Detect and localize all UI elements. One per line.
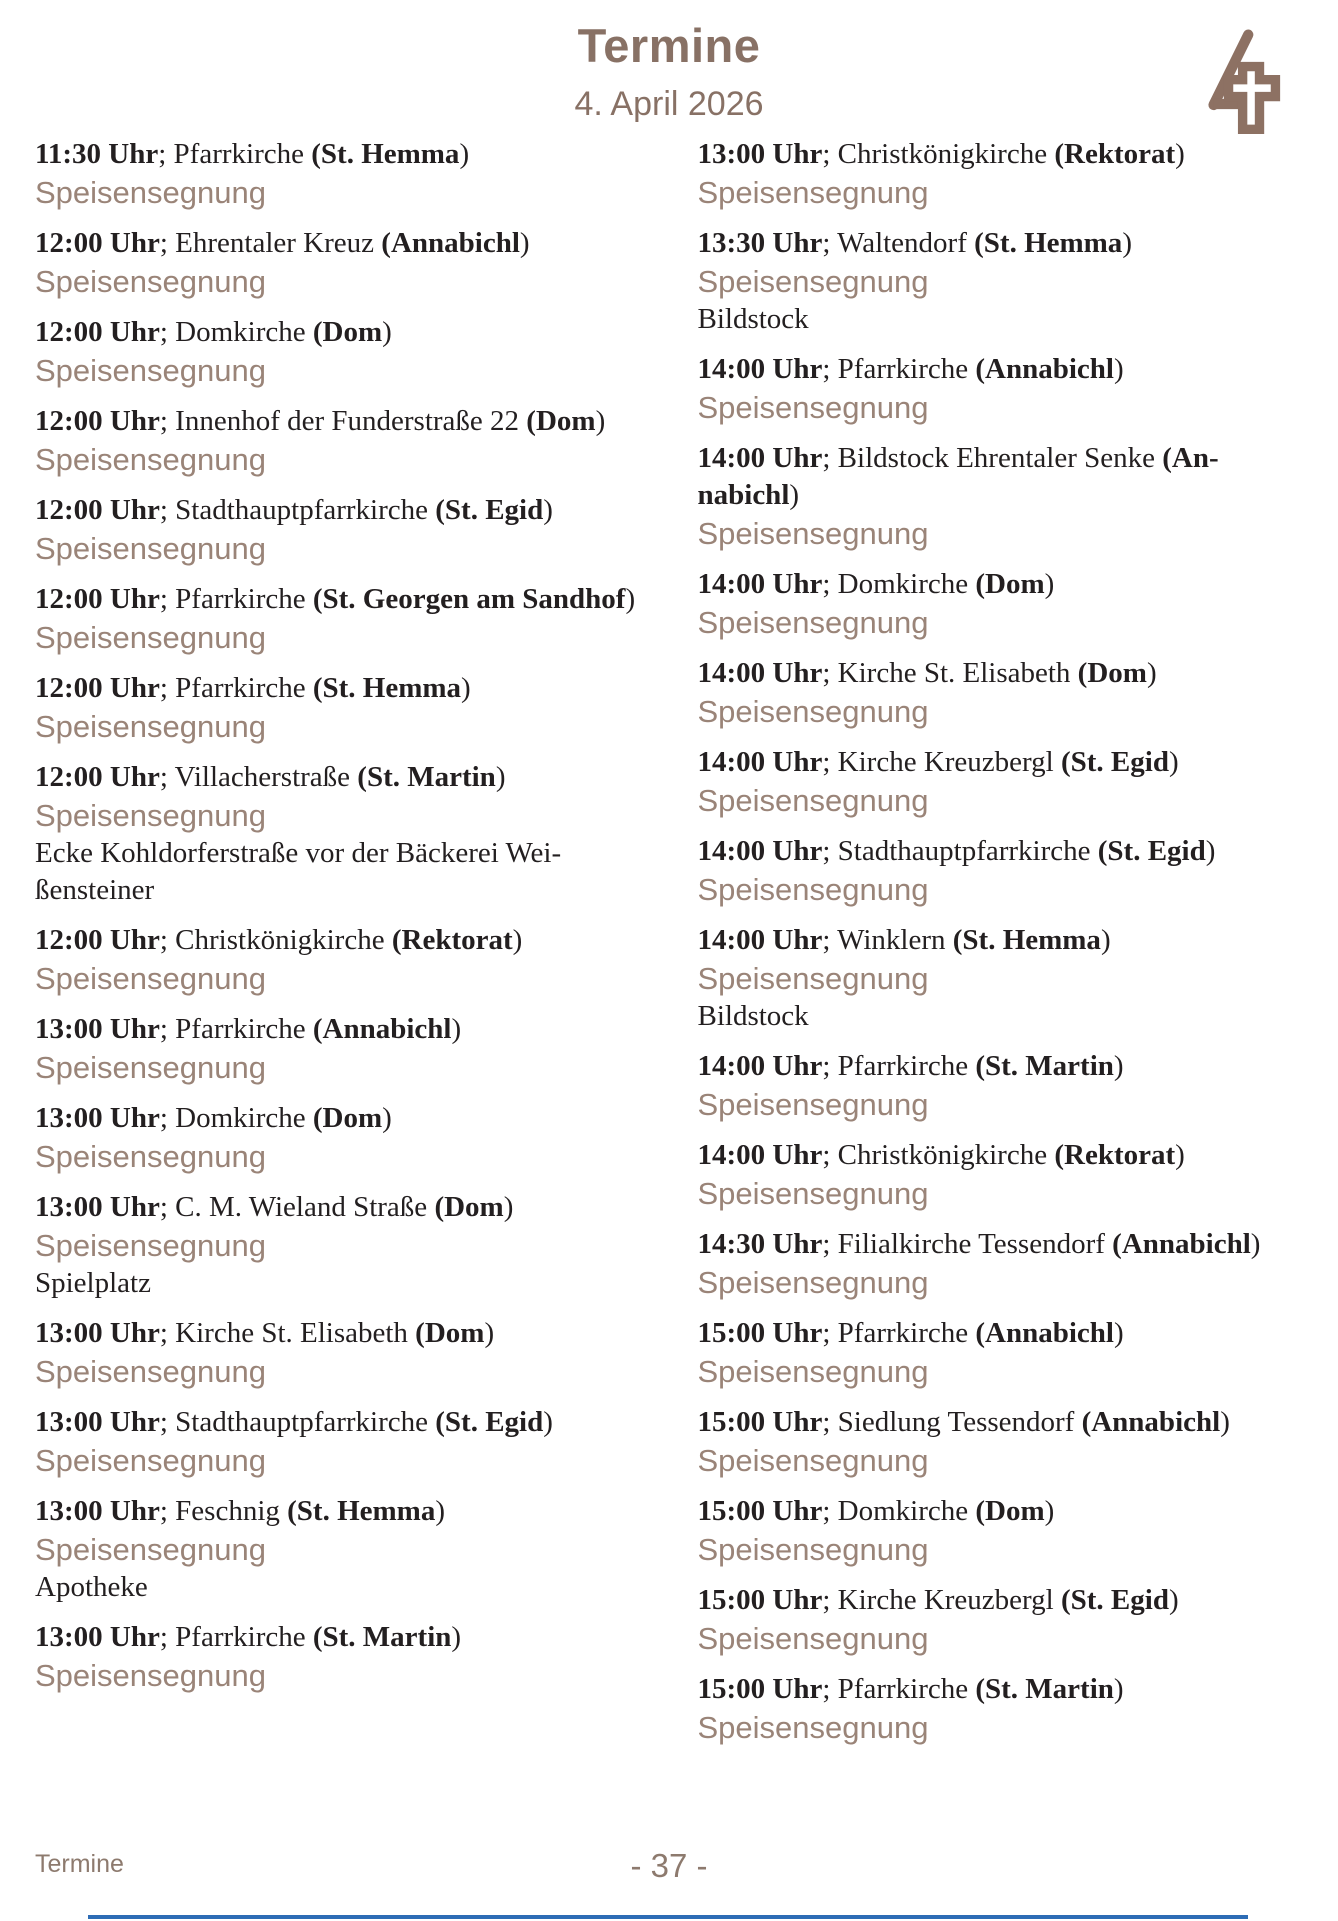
event-activity: Speisensegnung — [35, 961, 266, 996]
event-parish: (Dom — [526, 405, 596, 437]
event-time: 12:00 Uhr — [35, 405, 160, 437]
event-columns — [0, 136, 1338, 1760]
event-activity: Speisensegnung — [697, 1265, 929, 1300]
event-entry — [35, 670, 641, 746]
event-time: 13:30 Uhr — [697, 227, 823, 259]
event-note: Apotheke — [35, 1571, 148, 1603]
event-parish: (St. Egid — [435, 1406, 544, 1438]
bottom-accent-line — [88, 1915, 1248, 1919]
event-activity: Speisensegnung — [697, 1710, 929, 1745]
event-headline: 13:00 Uhr; Pfarrkirche (St. Martin) — [35, 1621, 462, 1653]
event-entry — [35, 1100, 641, 1176]
event-entry — [35, 1619, 641, 1695]
event-headline: 14:00 Uhr; Stadthauptpfarrkirche (St. Egid) — [697, 835, 1216, 867]
event-activity: Speisensegnung — [35, 353, 266, 388]
event-entry — [35, 314, 641, 390]
event-activity: Speisensegnung — [35, 264, 266, 299]
event-entry — [698, 744, 1304, 820]
event-parish: (Rektorat — [1054, 138, 1176, 170]
event-parish: (St. Egid — [1060, 1584, 1169, 1616]
event-headline: 14:00 Uhr; Pfarrkirche (St. Martin) — [697, 1050, 1124, 1082]
event-time: 15:00 Uhr — [697, 1495, 823, 1527]
event-parish: (Dom — [415, 1317, 485, 1349]
event-activity: Speisensegnung — [697, 1176, 929, 1211]
event-entry — [35, 581, 641, 657]
event-headline: 14:00 Uhr; Pfarrkirche (Annabichl) — [697, 353, 1124, 385]
event-headline: 15:00 Uhr; Kirche Kreuzbergl (St. Egid) — [697, 1584, 1179, 1616]
event-activity: Speisensegnung — [697, 1087, 929, 1122]
page-number: - 37 - — [630, 1847, 708, 1884]
event-entry — [35, 922, 641, 998]
event-activity: Speisensegnung — [697, 1354, 929, 1389]
event-headline: 13:00 Uhr; Kirche St. Elisabeth (Dom) — [35, 1317, 495, 1349]
event-activity: Speisensegnung — [35, 1532, 266, 1567]
event-time: 13:00 Uhr — [35, 1495, 160, 1527]
event-headline: 12:00 Uhr; Domkirche (Dom) — [35, 316, 392, 348]
event-parish: (St. Egid — [1060, 746, 1169, 778]
event-entry — [698, 1226, 1304, 1302]
event-headline: 14:00 Uhr; Kirche St. Elisabeth (Dom) — [697, 657, 1157, 689]
event-parish: (Dom — [975, 1495, 1045, 1527]
event-parish: (Annabichl — [312, 1013, 452, 1045]
event-entry — [698, 1048, 1304, 1124]
event-activity: Speisensegnung — [35, 442, 266, 477]
event-activity: Speisensegnung — [697, 605, 929, 640]
event-time: 14:00 Uhr — [697, 1050, 823, 1082]
event-note: Bildstock — [697, 303, 809, 335]
event-parish: (Annabichl — [1081, 1406, 1221, 1438]
event-headline: 12:00 Uhr; Christkönigkirche (Rektorat) — [35, 924, 523, 956]
event-activity: Speisensegnung — [35, 709, 266, 744]
event-parish: (St. Martin — [357, 761, 496, 793]
event-headline: 14:30 Uhr; Filialkirche Tessendorf (Annabichl) — [697, 1228, 1261, 1260]
event-activity: Speisensegnung — [35, 1139, 266, 1174]
event-parish: (Dom — [1077, 657, 1147, 689]
event-entry — [35, 1011, 641, 1087]
event-time: 14:00 Uhr — [697, 746, 823, 778]
event-headline: 13:00 Uhr; Domkirche (Dom) — [35, 1102, 392, 1134]
event-note: Ecke Kohldorferstraße vor der Bäckerei Weißensteiner — [35, 837, 562, 906]
event-parish: (Rektorat — [391, 924, 513, 956]
event-headline: 13:30 Uhr; Waltendorf (St. Hemma) — [697, 227, 1132, 259]
event-headline: 11:30 Uhr; Pfarrkirche (St. Hemma) — [35, 138, 470, 170]
event-activity: Speisensegnung — [697, 783, 929, 818]
event-entry — [698, 351, 1304, 427]
event-headline: 14:00 Uhr; Domkirche (Dom) — [697, 568, 1055, 600]
page-date: 4. April 2026 — [574, 85, 764, 123]
event-activity: Speisensegnung — [35, 1228, 266, 1263]
event-parish: (St. Georgen am Sandhof — [312, 583, 626, 615]
event-parish: (Rektorat — [1054, 1139, 1176, 1171]
event-entry — [698, 1582, 1304, 1658]
event-headline: 14:00 Uhr; Kirche Kreuzbergl (St. Egid) — [697, 746, 1179, 778]
event-time: 14:00 Uhr — [697, 1139, 823, 1171]
event-parish: (Dom — [434, 1191, 504, 1223]
event-parish: (Annabichl — [975, 353, 1114, 385]
event-time: 14:30 Uhr — [697, 1228, 823, 1260]
event-headline: 12:00 Uhr; Stadthauptpfarrkirche (St. Egid) — [35, 494, 553, 526]
event-entry — [698, 1404, 1304, 1480]
event-time: 12:00 Uhr — [35, 924, 160, 956]
event-parish: (Annabichl — [697, 442, 1219, 511]
event-activity: Speisensegnung — [697, 694, 929, 729]
event-activity: Speisensegnung — [697, 1621, 929, 1656]
event-parish: (Dom — [312, 316, 383, 348]
event-note: Spielplatz — [35, 1267, 151, 1299]
event-entry — [35, 225, 641, 301]
event-parish: (Dom — [312, 1102, 383, 1134]
event-parish: (St. Hemma — [974, 227, 1123, 259]
event-headline: 13:00 Uhr; Christkönigkirche (Rektorat) — [697, 138, 1185, 170]
event-entry — [698, 1315, 1304, 1391]
event-time: 12:00 Uhr — [35, 227, 160, 259]
event-parish: (St. Martin — [975, 1050, 1114, 1082]
event-headline: 15:00 Uhr; Pfarrkirche (Annabichl) — [697, 1317, 1124, 1349]
event-activity: Speisensegnung — [697, 872, 929, 907]
event-time: 12:00 Uhr — [35, 761, 160, 793]
event-parish: (St. Hemma — [952, 924, 1101, 956]
event-activity: Speisensegnung — [35, 175, 266, 210]
event-headline: 12:00 Uhr; Pfarrkirche (St. Georgen am Sandhof) — [35, 583, 636, 615]
event-activity: Speisensegnung — [697, 1532, 929, 1567]
event-entry — [698, 566, 1304, 642]
event-activity: Speisensegnung — [35, 1443, 266, 1478]
event-activity: Speisensegnung — [35, 1354, 266, 1389]
event-headline: 15:00 Uhr; Domkirche (Dom) — [697, 1495, 1055, 1527]
event-time: 15:00 Uhr — [697, 1317, 823, 1349]
event-parish: (Annabichl — [975, 1317, 1114, 1349]
event-time: 12:00 Uhr — [35, 583, 160, 615]
event-parish: (St. Egid — [435, 494, 544, 526]
event-parish: (St. Martin — [312, 1621, 452, 1653]
event-time: 14:00 Uhr — [697, 924, 823, 956]
event-column-left — [35, 136, 641, 1760]
event-time: 12:00 Uhr — [35, 316, 160, 348]
event-headline: 12:00 Uhr; Villacherstraße (St. Martin) — [35, 761, 506, 793]
event-time: 12:00 Uhr — [35, 494, 160, 526]
event-entry — [698, 1671, 1304, 1747]
event-headline: 15:00 Uhr; Siedlung Tessendorf (Annabichl) — [697, 1406, 1230, 1438]
event-column-right — [698, 136, 1304, 1760]
event-entry — [35, 492, 641, 568]
event-parish: (St. Hemma — [311, 138, 460, 170]
event-time: 15:00 Uhr — [697, 1673, 823, 1705]
event-activity: Speisensegnung — [697, 961, 929, 996]
event-time: 12:00 Uhr — [35, 672, 160, 704]
event-parish: (St. Martin — [975, 1673, 1114, 1705]
event-parish: (Annabichl — [381, 227, 520, 259]
event-headline: 12:00 Uhr; Pfarrkirche (St. Hemma) — [35, 672, 471, 704]
event-time: 13:00 Uhr — [35, 1191, 160, 1223]
event-headline: 15:00 Uhr; Pfarrkirche (St. Martin) — [697, 1673, 1124, 1705]
event-entry — [698, 1493, 1304, 1569]
event-entry — [35, 1189, 641, 1302]
event-entry — [698, 440, 1304, 553]
event-headline: 14:00 Uhr; Winklern (St. Hemma) — [697, 924, 1111, 956]
event-headline: 13:00 Uhr; Feschnig (St. Hemma) — [35, 1495, 445, 1527]
page-header — [0, 0, 1338, 124]
event-time: 15:00 Uhr — [697, 1584, 823, 1616]
event-activity: Speisensegnung — [697, 516, 929, 551]
event-headline: 13:00 Uhr; Pfarrkirche (Annabichl) — [35, 1013, 462, 1045]
event-entry — [35, 759, 641, 909]
event-parish: (Dom — [975, 568, 1045, 600]
event-time: 14:00 Uhr — [697, 442, 823, 474]
event-time: 13:00 Uhr — [35, 1317, 160, 1349]
event-activity: Speisensegnung — [697, 1443, 929, 1478]
event-parish: (St. Egid — [1097, 835, 1206, 867]
event-entry — [35, 136, 641, 212]
event-time: 13:00 Uhr — [697, 138, 823, 170]
event-time: 14:00 Uhr — [697, 657, 823, 689]
event-entry — [35, 1493, 641, 1606]
event-time: 13:00 Uhr — [35, 1013, 160, 1045]
event-time: 15:00 Uhr — [697, 1406, 823, 1438]
event-entry — [35, 403, 641, 479]
event-activity: Speisensegnung — [697, 390, 929, 425]
event-activity: Speisensegnung — [35, 1050, 266, 1085]
event-time: 11:30 Uhr — [35, 138, 159, 170]
event-entry — [698, 1137, 1304, 1213]
event-parish: (Annabichl — [1112, 1228, 1251, 1260]
event-note: Bildstock — [697, 1000, 809, 1032]
event-headline: 13:00 Uhr; C. M. Wieland Straße (Dom) — [35, 1191, 514, 1223]
event-parish: (St. Hemma — [312, 672, 462, 704]
event-entry — [698, 655, 1304, 731]
event-activity: Speisensegnung — [35, 531, 266, 566]
event-time: 14:00 Uhr — [697, 835, 823, 867]
event-entry — [698, 922, 1304, 1035]
event-headline: 12:00 Uhr; Innenhof der Funderstraße 22 (Dom) — [35, 405, 606, 437]
event-activity: Speisensegnung — [697, 175, 929, 210]
event-activity: Speisensegnung — [35, 798, 266, 833]
event-time: 14:00 Uhr — [697, 568, 823, 600]
event-entry — [698, 833, 1304, 909]
event-time: 13:00 Uhr — [35, 1102, 160, 1134]
footer-section-label: Termine — [35, 1850, 124, 1878]
four-cross-logo-icon — [1162, 14, 1312, 164]
event-time: 13:00 Uhr — [35, 1621, 160, 1653]
event-headline: 12:00 Uhr; Ehrentaler Kreuz (Annabichl) — [35, 227, 530, 259]
event-activity: Speisensegnung — [697, 264, 929, 299]
event-headline: 14:00 Uhr; Christkönigkirche (Rektorat) — [697, 1139, 1185, 1171]
event-parish: (St. Hemma — [287, 1495, 436, 1527]
event-entry — [698, 225, 1304, 338]
event-headline: 13:00 Uhr; Stadthauptpfarrkirche (St. Egid) — [35, 1406, 553, 1438]
event-entry — [35, 1315, 641, 1391]
event-headline: 14:00 Uhr; Bildstock Ehrentaler Senke (Annabichl) — [697, 442, 1219, 511]
event-time: 13:00 Uhr — [35, 1406, 160, 1438]
event-entry — [35, 1404, 641, 1480]
event-activity: Speisensegnung — [35, 1658, 266, 1693]
event-time: 14:00 Uhr — [697, 353, 823, 385]
event-activity: Speisensegnung — [35, 620, 266, 655]
page-title: Termine — [577, 19, 761, 72]
